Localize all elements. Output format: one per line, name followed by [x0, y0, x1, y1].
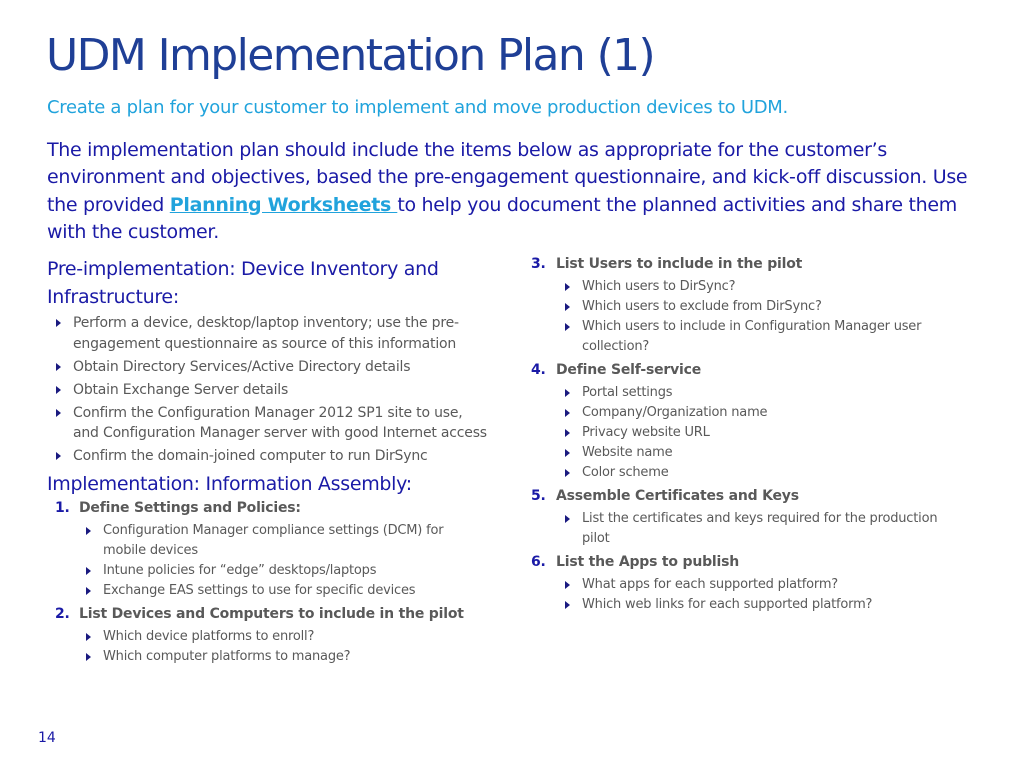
right-column	[527, 254, 967, 618]
bullet-arrow-icon	[86, 527, 91, 535]
bullet-arrow-icon	[56, 386, 61, 394]
list-item	[556, 575, 967, 595]
bullet-arrow-icon	[565, 449, 570, 457]
list-item-text: Obtain Exchange Server details	[73, 381, 289, 398]
bullet-arrow-icon	[565, 389, 570, 397]
bullet-arrow-icon	[565, 409, 570, 417]
list-item	[556, 297, 967, 317]
list-item	[47, 403, 487, 444]
list-item	[77, 627, 487, 647]
slide-title: UDM Implementation Plan (1)	[46, 30, 655, 81]
bullet-arrow-icon	[565, 323, 570, 331]
item-number: 6.	[531, 554, 546, 570]
list-item-text: Privacy website URL	[582, 425, 710, 440]
bullet-arrow-icon	[565, 429, 570, 437]
numbered-item	[527, 486, 967, 507]
sub-list	[527, 383, 967, 483]
list-item	[77, 581, 487, 601]
bullet-arrow-icon	[56, 319, 61, 327]
list-item-text: Confirm the Configuration Manager 2012 SP1 site to use, and Configuration Manager server with good Internet access	[73, 404, 487, 441]
list-item-text: Intune policies for “edge” desktops/laptops	[103, 563, 377, 578]
numbered-item	[47, 498, 487, 519]
bullet-arrow-icon	[565, 469, 570, 477]
list-item	[556, 317, 967, 357]
sub-list	[527, 277, 967, 357]
bullet-arrow-icon	[565, 515, 570, 523]
list-item	[47, 313, 487, 354]
list-item-text: Portal settings	[582, 385, 673, 400]
bullet-arrow-icon	[86, 567, 91, 575]
numbered-item	[47, 604, 487, 625]
list-item	[556, 509, 967, 549]
list-item	[556, 403, 967, 423]
list-item	[556, 595, 967, 615]
list-item-text: Perform a device, desktop/laptop inventory; use the pre-engagement questionnaire as source of this information	[73, 315, 459, 352]
list-item	[77, 647, 487, 667]
list-item-text: Which users to exclude from DirSync?	[582, 299, 822, 314]
item-label: List the Apps to publish	[556, 554, 740, 570]
bullet-arrow-icon	[565, 303, 570, 311]
page-number: 14	[38, 730, 56, 746]
numbered-item	[527, 254, 967, 275]
item-number: 2.	[55, 606, 70, 622]
bullet-arrow-icon	[565, 581, 570, 589]
list-item-text: Obtain Directory Services/Active Directory details	[73, 358, 411, 375]
list-item	[77, 561, 487, 581]
sub-list	[47, 521, 487, 601]
list-item-text: Color scheme	[582, 465, 669, 480]
intro-text-before-link: The implementation plan should include the items below as appropriate for the customer’s environment and objectives, based the pre-engagement questionnaire, and kick-off discussion. Use the provided	[47, 139, 968, 216]
bullet-arrow-icon	[86, 633, 91, 641]
item-label: List Users to include in the pilot	[556, 256, 803, 272]
intro-text-after-link: to help you document the planned activities and share them with the customer.	[47, 193, 957, 243]
list-item	[556, 463, 967, 483]
list-item-text: Which device platforms to enroll?	[103, 629, 315, 644]
item-label: Define Self-service	[556, 362, 702, 378]
intro-paragraph	[47, 137, 977, 246]
pre-implementation-list	[47, 313, 487, 467]
left-column	[47, 256, 487, 670]
list-item	[556, 443, 967, 463]
bullet-arrow-icon	[565, 283, 570, 291]
list-item	[556, 423, 967, 443]
list-item-text: Website name	[582, 445, 673, 460]
list-item-text: Which users to DirSync?	[582, 279, 736, 294]
list-item	[556, 277, 967, 297]
list-item-text: Which computer platforms to manage?	[103, 649, 351, 664]
item-label: Assemble Certificates and Keys	[556, 488, 799, 504]
item-label: List Devices and Computers to include in the pilot	[79, 606, 464, 622]
list-item-text: Exchange EAS settings to use for specific devices	[103, 583, 416, 598]
sub-list	[527, 575, 967, 615]
list-item	[47, 446, 487, 467]
planning-worksheets-link[interactable]: Planning Worksheets	[169, 193, 398, 216]
list-item-text: Which web links for each supported platform?	[582, 597, 873, 612]
item-label: Define Settings and Policies:	[79, 500, 301, 516]
numbered-item	[527, 552, 967, 573]
sub-list	[527, 509, 967, 549]
pre-implementation-heading: Pre-implementation: Device Inventory and Infrastructure:	[47, 258, 439, 308]
item-number: 5.	[531, 488, 546, 504]
list-item-text: Company/Organization name	[582, 405, 768, 420]
item-number: 3.	[531, 256, 546, 272]
implementation-heading: Implementation: Information Assembly:	[47, 472, 412, 495]
list-item-text: List the certificates and keys required for the production pilot	[582, 511, 938, 546]
bullet-arrow-icon	[86, 653, 91, 661]
bullet-arrow-icon	[56, 409, 61, 417]
list-item-text: Configuration Manager compliance settings (DCM) for mobile devices	[103, 523, 444, 558]
slide-subtitle: Create a plan for your customer to implement and move production devices to UDM.	[47, 97, 788, 118]
list-item	[77, 521, 487, 561]
list-item	[47, 357, 487, 378]
list-item-text: What apps for each supported platform?	[582, 577, 838, 592]
item-number: 4.	[531, 362, 546, 378]
list-item-text: Which users to include in Configuration Manager user collection?	[582, 319, 922, 354]
item-number: 1.	[55, 500, 70, 516]
list-item	[556, 383, 967, 403]
numbered-item	[527, 360, 967, 381]
sub-list	[47, 627, 487, 667]
bullet-arrow-icon	[56, 452, 61, 460]
bullet-arrow-icon	[56, 363, 61, 371]
bullet-arrow-icon	[565, 601, 570, 609]
list-item	[47, 380, 487, 401]
bullet-arrow-icon	[86, 587, 91, 595]
list-item-text: Confirm the domain-joined computer to run DirSync	[73, 448, 428, 464]
